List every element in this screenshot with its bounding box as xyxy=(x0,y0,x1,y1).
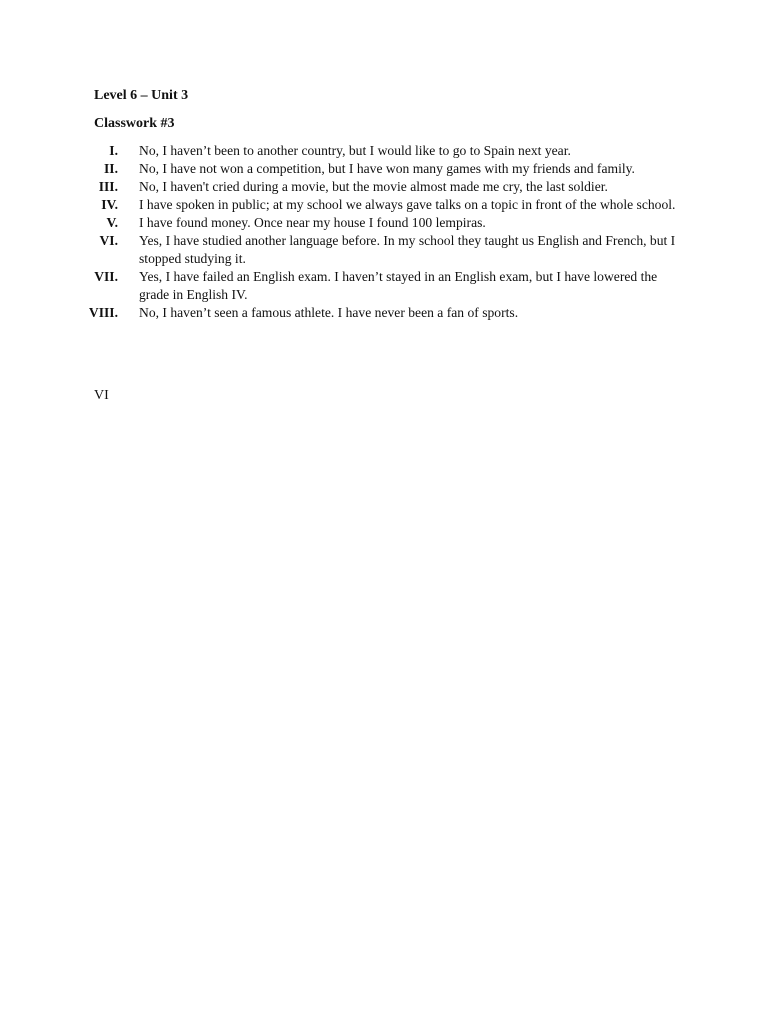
answer-numeral: II. xyxy=(104,161,118,176)
answer-text: Yes, I have failed an English exam. I haven’t stayed in an English exam, but I have lowered the grade in English IV. xyxy=(139,269,658,302)
answer-numeral: VII. xyxy=(94,269,118,284)
answer-numeral: III. xyxy=(98,179,118,194)
answer-item-4 xyxy=(78,196,678,214)
answer-list xyxy=(78,142,678,322)
answer-text: No, I have not won a competition, but I have won many games with my friends and family. xyxy=(139,161,635,176)
answer-text: No, I haven't cried during a movie, but the movie almost made me cry, the last soldier. xyxy=(139,179,608,194)
answer-item-6 xyxy=(78,232,678,268)
trailing-text: VI xyxy=(94,388,109,403)
answer-numeral: I. xyxy=(109,143,118,158)
classwork-title: Classwork #3 xyxy=(94,116,175,131)
answer-item-3 xyxy=(78,178,678,196)
answer-item-7 xyxy=(78,268,678,304)
answer-text: No, I haven’t seen a famous athlete. I have never been a fan of sports. xyxy=(139,305,519,320)
answer-numeral: VI. xyxy=(99,233,118,248)
level-unit-title: Level 6 – Unit 3 xyxy=(94,88,189,103)
answer-numeral: V. xyxy=(106,215,118,230)
answer-text: I have found money. Once near my house I found 100 lempiras. xyxy=(139,215,486,230)
answer-numeral: VIII. xyxy=(88,305,118,320)
answer-text: I have spoken in public; at my school we always gave talks on a topic in front of the whole school. xyxy=(139,197,676,212)
answer-text: No, I haven’t been to another country, but I would like to go to Spain next year. xyxy=(139,143,571,158)
answer-item-2 xyxy=(78,160,678,178)
answer-text: Yes, I have studied another language before. In my school they taught us English and French, but I stopped studying it. xyxy=(139,233,676,266)
answer-item-1 xyxy=(78,142,678,160)
answer-item-8 xyxy=(78,304,678,322)
answer-item-5 xyxy=(78,214,678,232)
answer-numeral: IV. xyxy=(101,197,118,212)
